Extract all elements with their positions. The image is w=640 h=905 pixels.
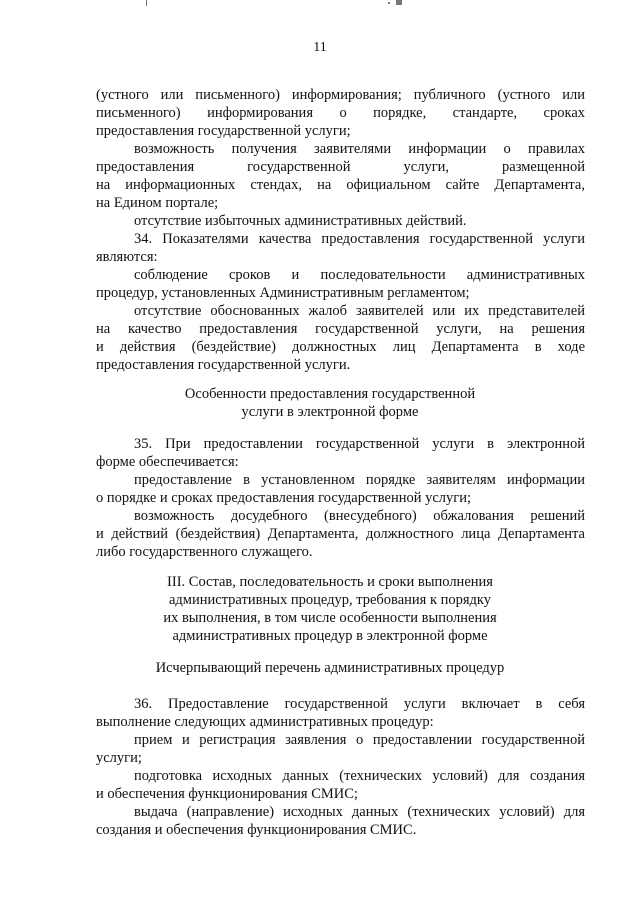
text-line: на качество предоставления государственной услуги, на решения [96,321,585,337]
text-line: предоставления государственной услуги. [96,357,351,373]
text-line: соблюдение сроков и последовательности административных [134,267,585,283]
section-heading: административных процедур в электронной форме [172,628,488,644]
text-line: являются: [96,249,158,265]
text-line: возможность досудебного (внесудебного) обжалования решений [134,508,585,524]
section-heading: административных процедур, требования к порядку [168,592,492,608]
text-line: отсутствие избыточных административных действий. [134,213,467,229]
text-line: либо государственного служащего. [96,544,313,560]
text-line: предоставления государственной услуги, размещенной [96,159,585,175]
text-line: 35. При предоставлении государственной услуги в электронной [134,436,585,452]
text-line: и обеспечения функционирования СМИС; [96,786,358,802]
text-line: подготовка исходных данных (технических условий) для создания [134,768,585,784]
text-line: и действия (бездействие) должностных лиц Департамента в ходе [96,339,585,355]
text-line: и действий (бездействия) Департамента, должностного лица Департамента [96,526,585,542]
text-line: форме обеспечивается: [96,454,239,470]
text-line: письменного) информирования о порядке, стандарте, сроках [96,105,585,121]
text-line: 34. Показателями качества предоставления государственной услуги [134,231,585,247]
section-heading: III. Состав, последовательность и сроки выполнения [167,574,493,590]
subsection-heading: Исчерпывающий перечень административных процедур [155,660,505,676]
scan-speck [396,0,402,5]
text-line: на информационных стендах, на официальном сайте Департамента, [96,177,585,193]
text-line: возможность получения заявителями информации о правилах [134,141,585,157]
text-line: прием и регистрация заявления о предоставлении государственной [134,732,585,748]
text-line: предоставления государственной услуги; [96,123,351,139]
section-heading: их выполнения, в том числе особенности выполнения [163,610,497,626]
text-line: создания и обеспечения функционирования СМИС. [96,822,417,838]
text-line: (устного или письменного) информирования; публичного (устного или [96,87,585,103]
text-line: 36. Предоставление государственной услуги включает в себя [134,696,585,712]
text-line: выдача (направление) исходных данных (технических условий) для [134,804,585,820]
text-line: отсутствие обоснованных жалоб заявителей или их представителей [134,303,585,319]
section-heading: услуги в электронной форме [241,404,419,420]
scan-speck [146,0,147,6]
text-line: на Едином портале; [96,195,219,211]
section-heading: Особенности предоставления государственной [184,386,476,402]
scan-speck [388,2,390,4]
text-line: процедур, установленных Административным регламентом; [96,285,470,301]
text-line: предоставление в установленном порядке заявителям информации [134,472,585,488]
text-line: выполнение следующих административных процедур: [96,714,434,730]
text-line: о порядке и сроках предоставления государственной услуги; [96,490,472,506]
page-number: 11 [313,40,327,55]
text-line: услуги; [96,750,142,766]
